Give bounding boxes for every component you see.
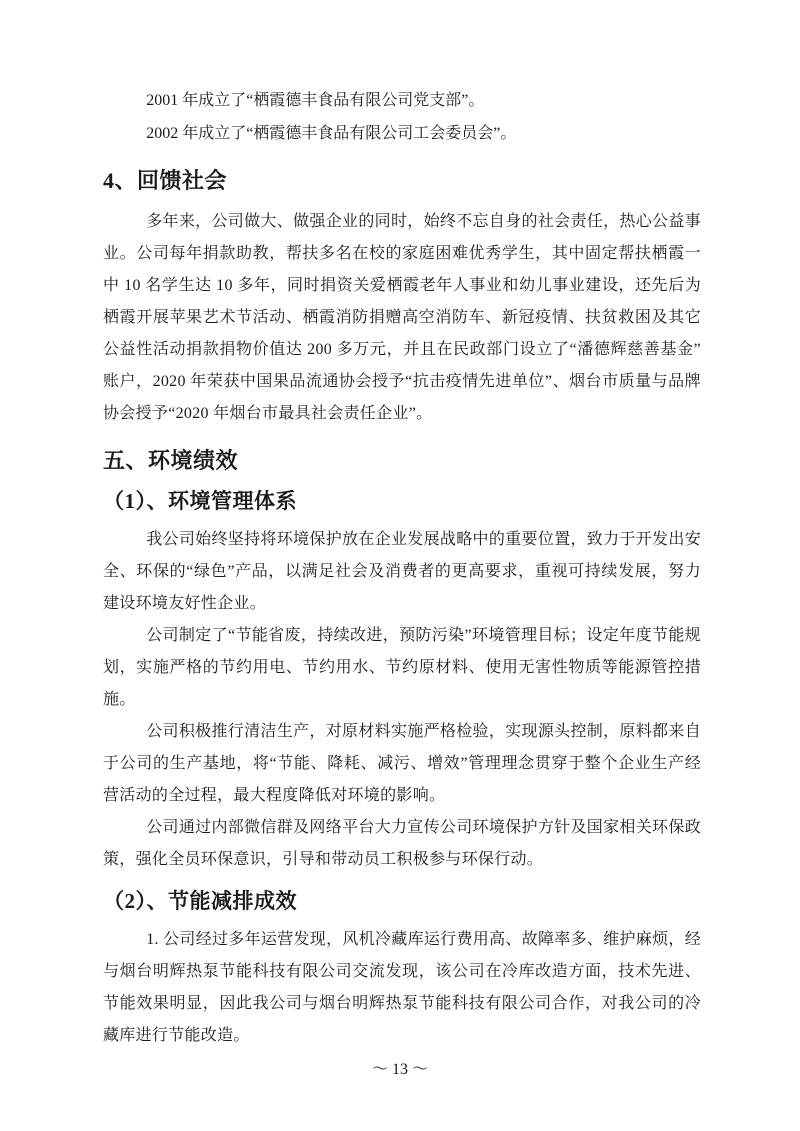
paragraph-union-2002: 2002 年成立了“栖霞德丰食品有限公司工会委员会”。 — [146, 125, 517, 142]
paragraph-cold-storage-retrofit: 1. 公司经过多年运营发现，风机冷藏库运行费用高、故障率多、维护麻烦，经与烟台明辉热泵节能科技有限公司交流发现，该公司在冷库改造方面，技术先进、节能效果明显，因此我公司与烟台明辉热泵节能科技有限公司合作，对我公司的冷藏库进行节能改造。 — [103, 931, 701, 1044]
paragraph-environmental-publicity: 公司通过内部微信群及网络平台大力宣传公司环境保护方针及国家相关环保政策，强化全员环保意识，引导和带动员工积极参与环保行动。 — [103, 819, 701, 868]
section-heading-give-back-to-society: 4、回馈社会 — [103, 168, 228, 193]
paragraph-clean-production: 公司积极推行清洁生产，对原材料实施严格检验，实现源头控制，原料都来自于公司的生产基地，将“节能、降耗、减污、增效”管理理念贯穿于整个企业生产经营活动的全过程，最大程度降低对环境的影响。 — [103, 723, 701, 804]
section-heading-environmental-performance: 五、环境绩效 — [103, 448, 239, 473]
paragraph-environmental-targets: 公司制定了“节能省废，持续改进，预防污染”环境管理目标；设定年度节能规划，实施严格的节约用电、节约用水、节约原材料、使用无害性物质等能源管控措施。 — [103, 627, 701, 708]
subsection-heading-environmental-management-system: （1）、环境管理体系 — [103, 489, 297, 513]
page-number: ～ 13 ～ — [371, 1061, 428, 1078]
paragraph-party-branch-2001: 2001 年成立了“栖霞德丰食品有限公司党支部”。 — [146, 92, 485, 109]
subsection-heading-energy-saving-results: （2）、节能减排成效 — [103, 889, 297, 913]
paragraph-environmental-strategy: 我公司始终坚持将环境保护放在企业发展战略中的重要位置，致力于开发出安全、环保的“绿色”产品，以满足社会及消费者的更高要求，重视可持续发展，努力建设环境友好性企业。 — [103, 531, 701, 612]
paragraph-charity-activities: 多年来，公司做大、做强企业的同时，始终不忘自身的社会责任，热心公益事业。公司每年捐款助教，帮扶多名在校的家庭困难优秀学生，其中固定帮扶栖霞一中 10 名学生达 10 多年，同时捐资关爱栖霞老年人事业和幼儿事业建设，还先后为栖霞开展苹果艺术节活动、栖霞消防捐赠高空消防车、新冠疫情、扶贫救困及其它公益性活动捐款捐物价值达 200 多万元，并且在民政部门设立了“潘德辉慈善基金”账户，2020 年荣获中国果品流通协会授予“抗击疫情先进单位”、烟台市质量与品牌协会授予“2020 年烟台市最具社会责任企业”。 — [103, 213, 701, 422]
